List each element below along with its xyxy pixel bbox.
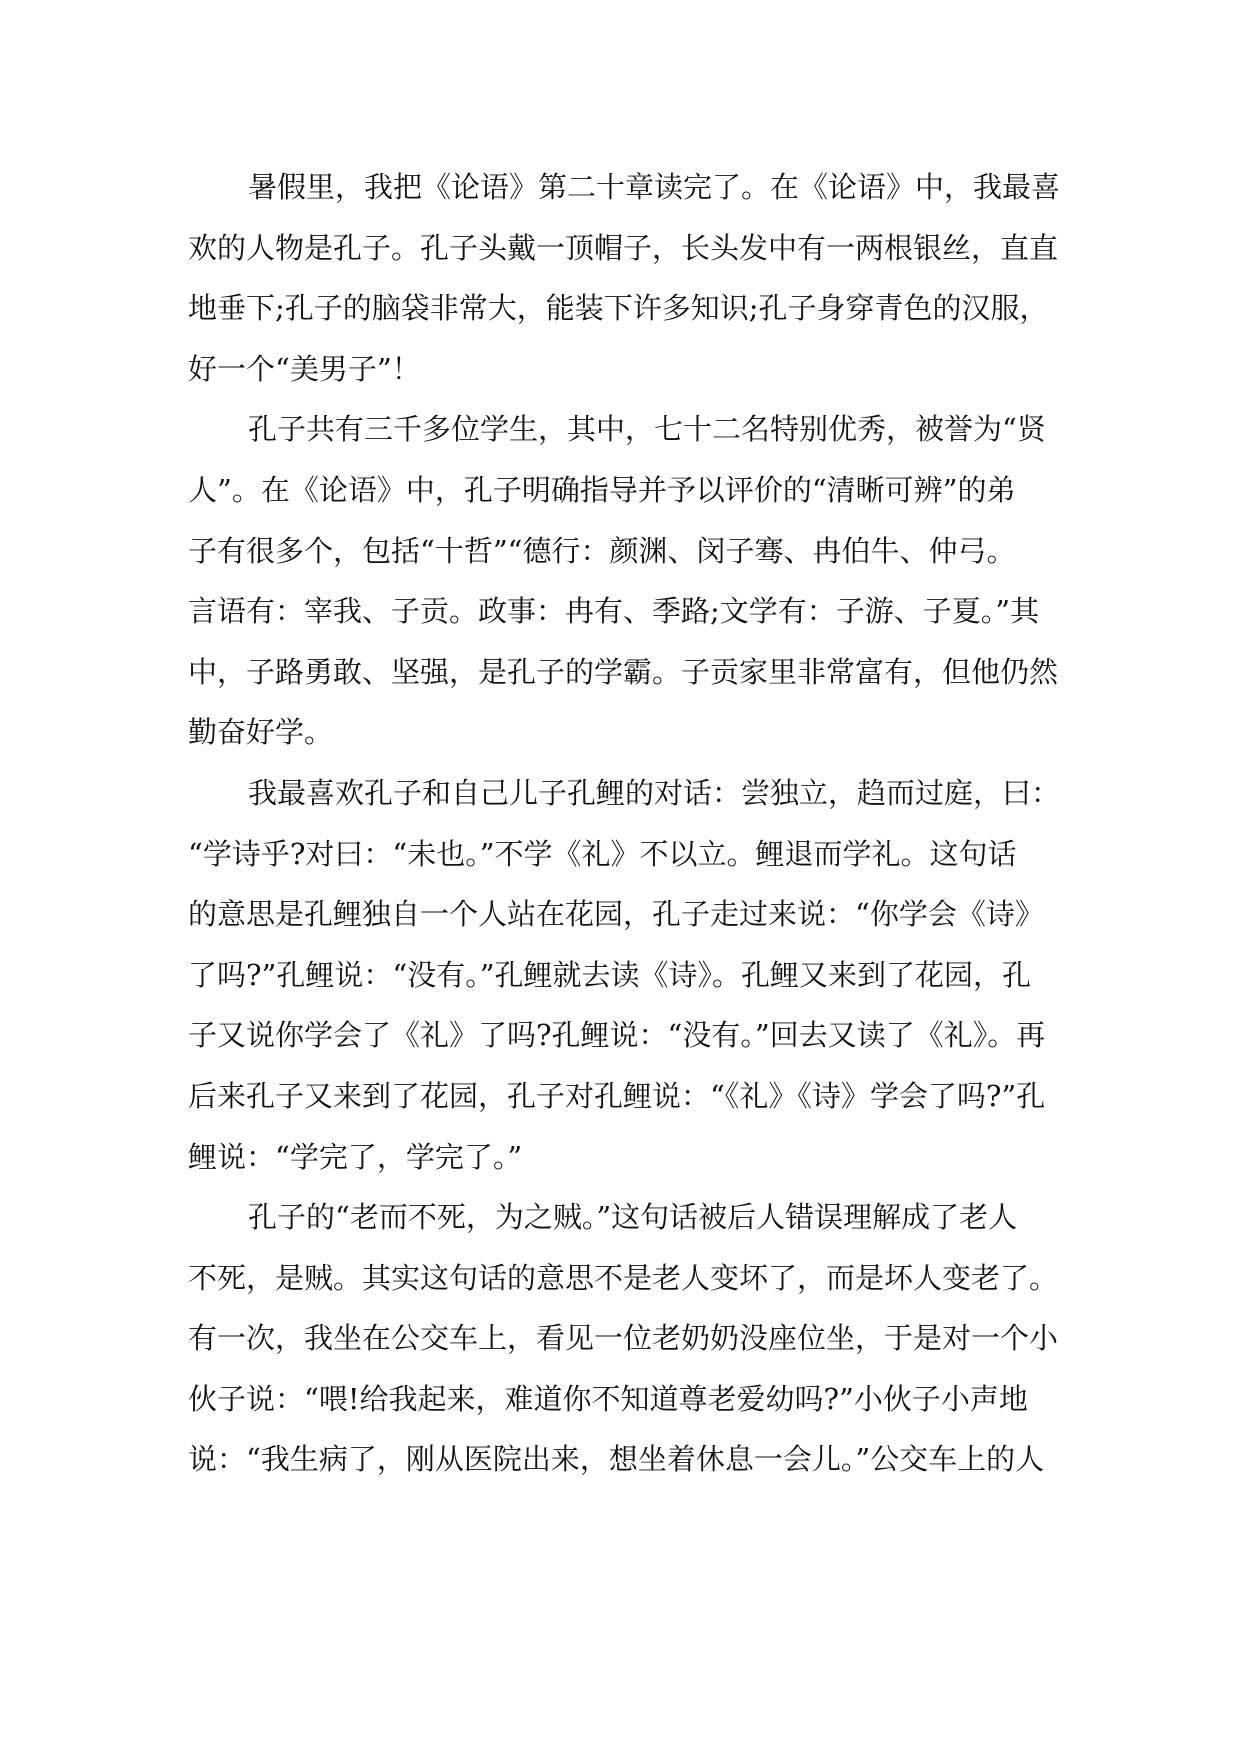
paragraph-3 xyxy=(188,763,1068,1187)
paragraph-line: 孔子共有三千多位学生，其中，七十二名特别优秀，被誉为“贤 xyxy=(248,412,1046,447)
paragraph-line: “学诗乎?对曰：“未也。”不学《礼》不以立。鲤退而学礼。这句话 xyxy=(188,836,1017,871)
document-body xyxy=(188,157,1068,1490)
paragraph-4 xyxy=(188,1187,1068,1490)
paragraph-line: 不死，是贼。其实这句话的意思不是老人变坏了，而是坏人变老了。 xyxy=(188,1260,1059,1295)
paragraph-line: 子又说你学会了《礼》了吗?孔鲤说：“没有。”回去又读了《礼》。再 xyxy=(188,1018,1046,1053)
paragraph-line: 地垂下;孔子的脑袋非常大，能装下许多知识;孔子身穿青色的汉服， xyxy=(188,291,1049,326)
paragraph-line: 中，子路勇敢、坚强，是孔子的学霸。子贡家里非常富有，但他仍然 xyxy=(188,654,1059,689)
paragraph-line: 我最喜欢孔子和自己儿子孔鲤的对话：尝独立，趋而过庭，曰： xyxy=(248,775,1061,810)
paragraph-line: 了吗?”孔鲤说：“没有。”孔鲤就去读《诗》。孔鲤又来到了花园，孔 xyxy=(188,957,1032,992)
paragraph-line: 言语有：宰我、子贡。政事：冉有、季路;文学有：子游、子夏。”其 xyxy=(188,594,1040,629)
paragraph-line: 后来孔子又来到了花园，孔子对孔鲤说：“《礼》《诗》学会了吗?”孔 xyxy=(188,1078,1046,1113)
paragraph-2 xyxy=(188,399,1068,763)
paragraph-line: 伙子说：“喂!给我起来，难道你不知道尊老爱幼吗?”小伙子小声地 xyxy=(188,1381,1028,1416)
paragraph-line: 好一个“美男子”！ xyxy=(188,351,421,386)
paragraph-line: 孔子的“老而不死，为之贼。”这句话被后人错误理解成了老人 xyxy=(248,1200,1018,1235)
paragraph-line: 鲤说：“学完了，学完了。” xyxy=(188,1139,523,1174)
paragraph-line: 欢的人物是孔子。孔子头戴一顶帽子，长头发中有一两根银丝，直直 xyxy=(188,230,1059,265)
paragraph-line: 暑假里，我把《论语》第二十章读完了。在《论语》中，我最喜 xyxy=(248,170,1061,204)
paragraph-line: 子有很多个，包括“十哲”“德行：颜渊、闵子骞、冉伯牛、仲弓。 xyxy=(188,533,1016,568)
paragraph-line: 人”。在《论语》中，孔子明确指导并予以评价的“清晰可辨”的弟 xyxy=(188,472,1016,507)
paragraph-1 xyxy=(188,157,1068,399)
paragraph-line: 勤奋好学。 xyxy=(188,715,334,750)
paragraph-line: 的意思是孔鲤独自一个人站在花园，孔子走过来说：“你学会《诗》 xyxy=(188,897,1044,932)
paragraph-line: 说：“我生病了，刚从医院出来，想坐着休息一会儿。”公交车上的人 xyxy=(188,1442,1045,1477)
paragraph-line: 有一次，我坐在公交车上，看见一位老奶奶没座位坐，于是对一个小 xyxy=(188,1321,1059,1356)
